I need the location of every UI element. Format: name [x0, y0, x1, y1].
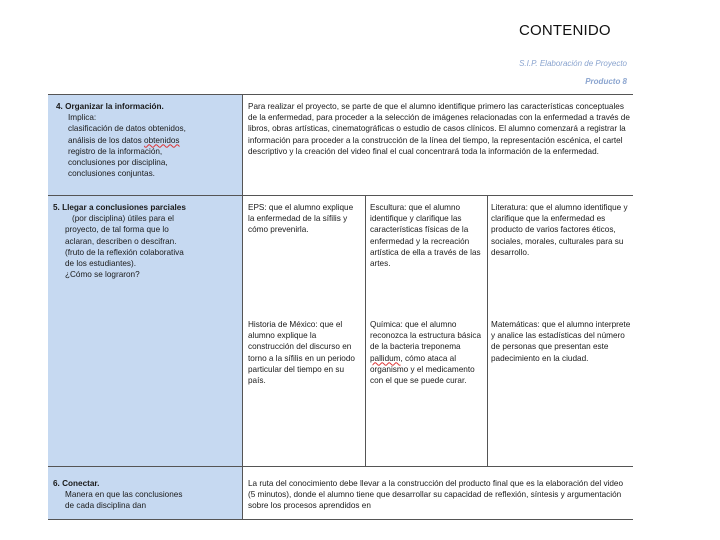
literatura-objective: Literatura: que el alumno identifique y clarifique que la enfermedad es producto de varios factores éticos, sociales, morales, culturales para su desarrollo. [491, 203, 628, 257]
matematicas-objective: Matemáticas: que el alumno interprete y analice las estadísticas del número de personas que presentan este padecimiento en la ciudad. [491, 320, 631, 363]
step-6-heading: 6. Conectar. [53, 479, 100, 488]
step-5-line: (fruto de la reflexión colaborativa [65, 247, 184, 257]
step-5-line: de los estudiantes). [65, 259, 137, 269]
step-5-line: (por disciplina) útiles para el [72, 214, 174, 224]
step-5-line: ¿Cómo se lograron? [65, 270, 140, 280]
step-4-line: registro de la información, [68, 146, 163, 156]
step-6-line: de cada disciplina dan [65, 501, 147, 511]
table-rule [48, 519, 633, 520]
table-rule [365, 195, 366, 467]
step-5-line: aclaran, describen o descifran. [65, 236, 177, 246]
table-rule [48, 195, 633, 196]
step-4-line: clasificación de datos obtenidos, [68, 124, 186, 134]
step-6-cell [53, 478, 239, 518]
step-4-description: Para realizar el proyecto, se parte de que el alumno identifique primero las características conceptuales de la enfermedad, para proceder a la selección de imágenes relacionadas con la enfermedad a través de libros, obras artísticas, cinematográficas o estudio de casos clínicos. El alumno comenzará a registrar la información para proceder a la construcción de la línea del tiempo, la representación escénica, el cartel descriptivo y la creación del video final el cual concentrará toda la información de la enfermedad. [248, 102, 630, 156]
table-rule [242, 94, 243, 520]
table-rule [487, 195, 488, 467]
eps-objective: EPS: que el alumno explique la enfermedad de la sífilis y cómo prevenirla. [248, 203, 354, 235]
escultura-objective: Escultura: que el alumno identifique y clarifique las características físicas de la enfermedad y la recreación artística de ella a través de las artes. [370, 203, 481, 269]
step-6-line: Manera en que las conclusiones [65, 490, 183, 500]
step-6-description: La ruta del conocimiento debe llevar a la construcción del producto final que es la elaboración del video (5 minutos), donde el alumno tiene que desarrollar su capacidad de reflexión, síntesis y argumentación sobre los procesos aprendidos en [248, 479, 624, 511]
page-title: CONTENIDO [519, 22, 611, 39]
step-4-cell [56, 101, 240, 179]
step-5-cell [53, 202, 239, 280]
step-4-line: conclusiones conjuntas. [68, 169, 155, 179]
step-5-heading: 5. Llegar a conclusiones parciales [53, 203, 186, 212]
spell-flagged-word: obtenidos [144, 135, 180, 145]
historia-objective: Historia de México: que el alumno explique la construcción del discurso en torno a la sífilis en un periodo particular del tiempo en su país. [248, 320, 355, 386]
product-label: Producto 8 [585, 77, 627, 86]
step-4-intro: Implica: [68, 113, 97, 123]
table-rule [48, 466, 633, 467]
content-table [48, 94, 633, 520]
table-rule [48, 94, 633, 95]
project-subtitle: S.I.P. Elaboración de Proyecto [519, 59, 627, 68]
step-5-line: proyecto, de tal forma que lo [65, 225, 169, 235]
step-4-heading: 4. Organizar la información. [56, 102, 164, 111]
step-4-line: conclusiones por disciplina, [68, 158, 168, 168]
quimica-objective: Química: que el alumno reconozca la estructura básica de la bacteria treponema pallidum, cómo ataca al organismo y el medicamento con el que se puede curar. [370, 320, 482, 386]
spell-flagged-word: pallidum [370, 353, 401, 363]
step-4-line: análisis de los datos obtenidos [68, 135, 180, 145]
